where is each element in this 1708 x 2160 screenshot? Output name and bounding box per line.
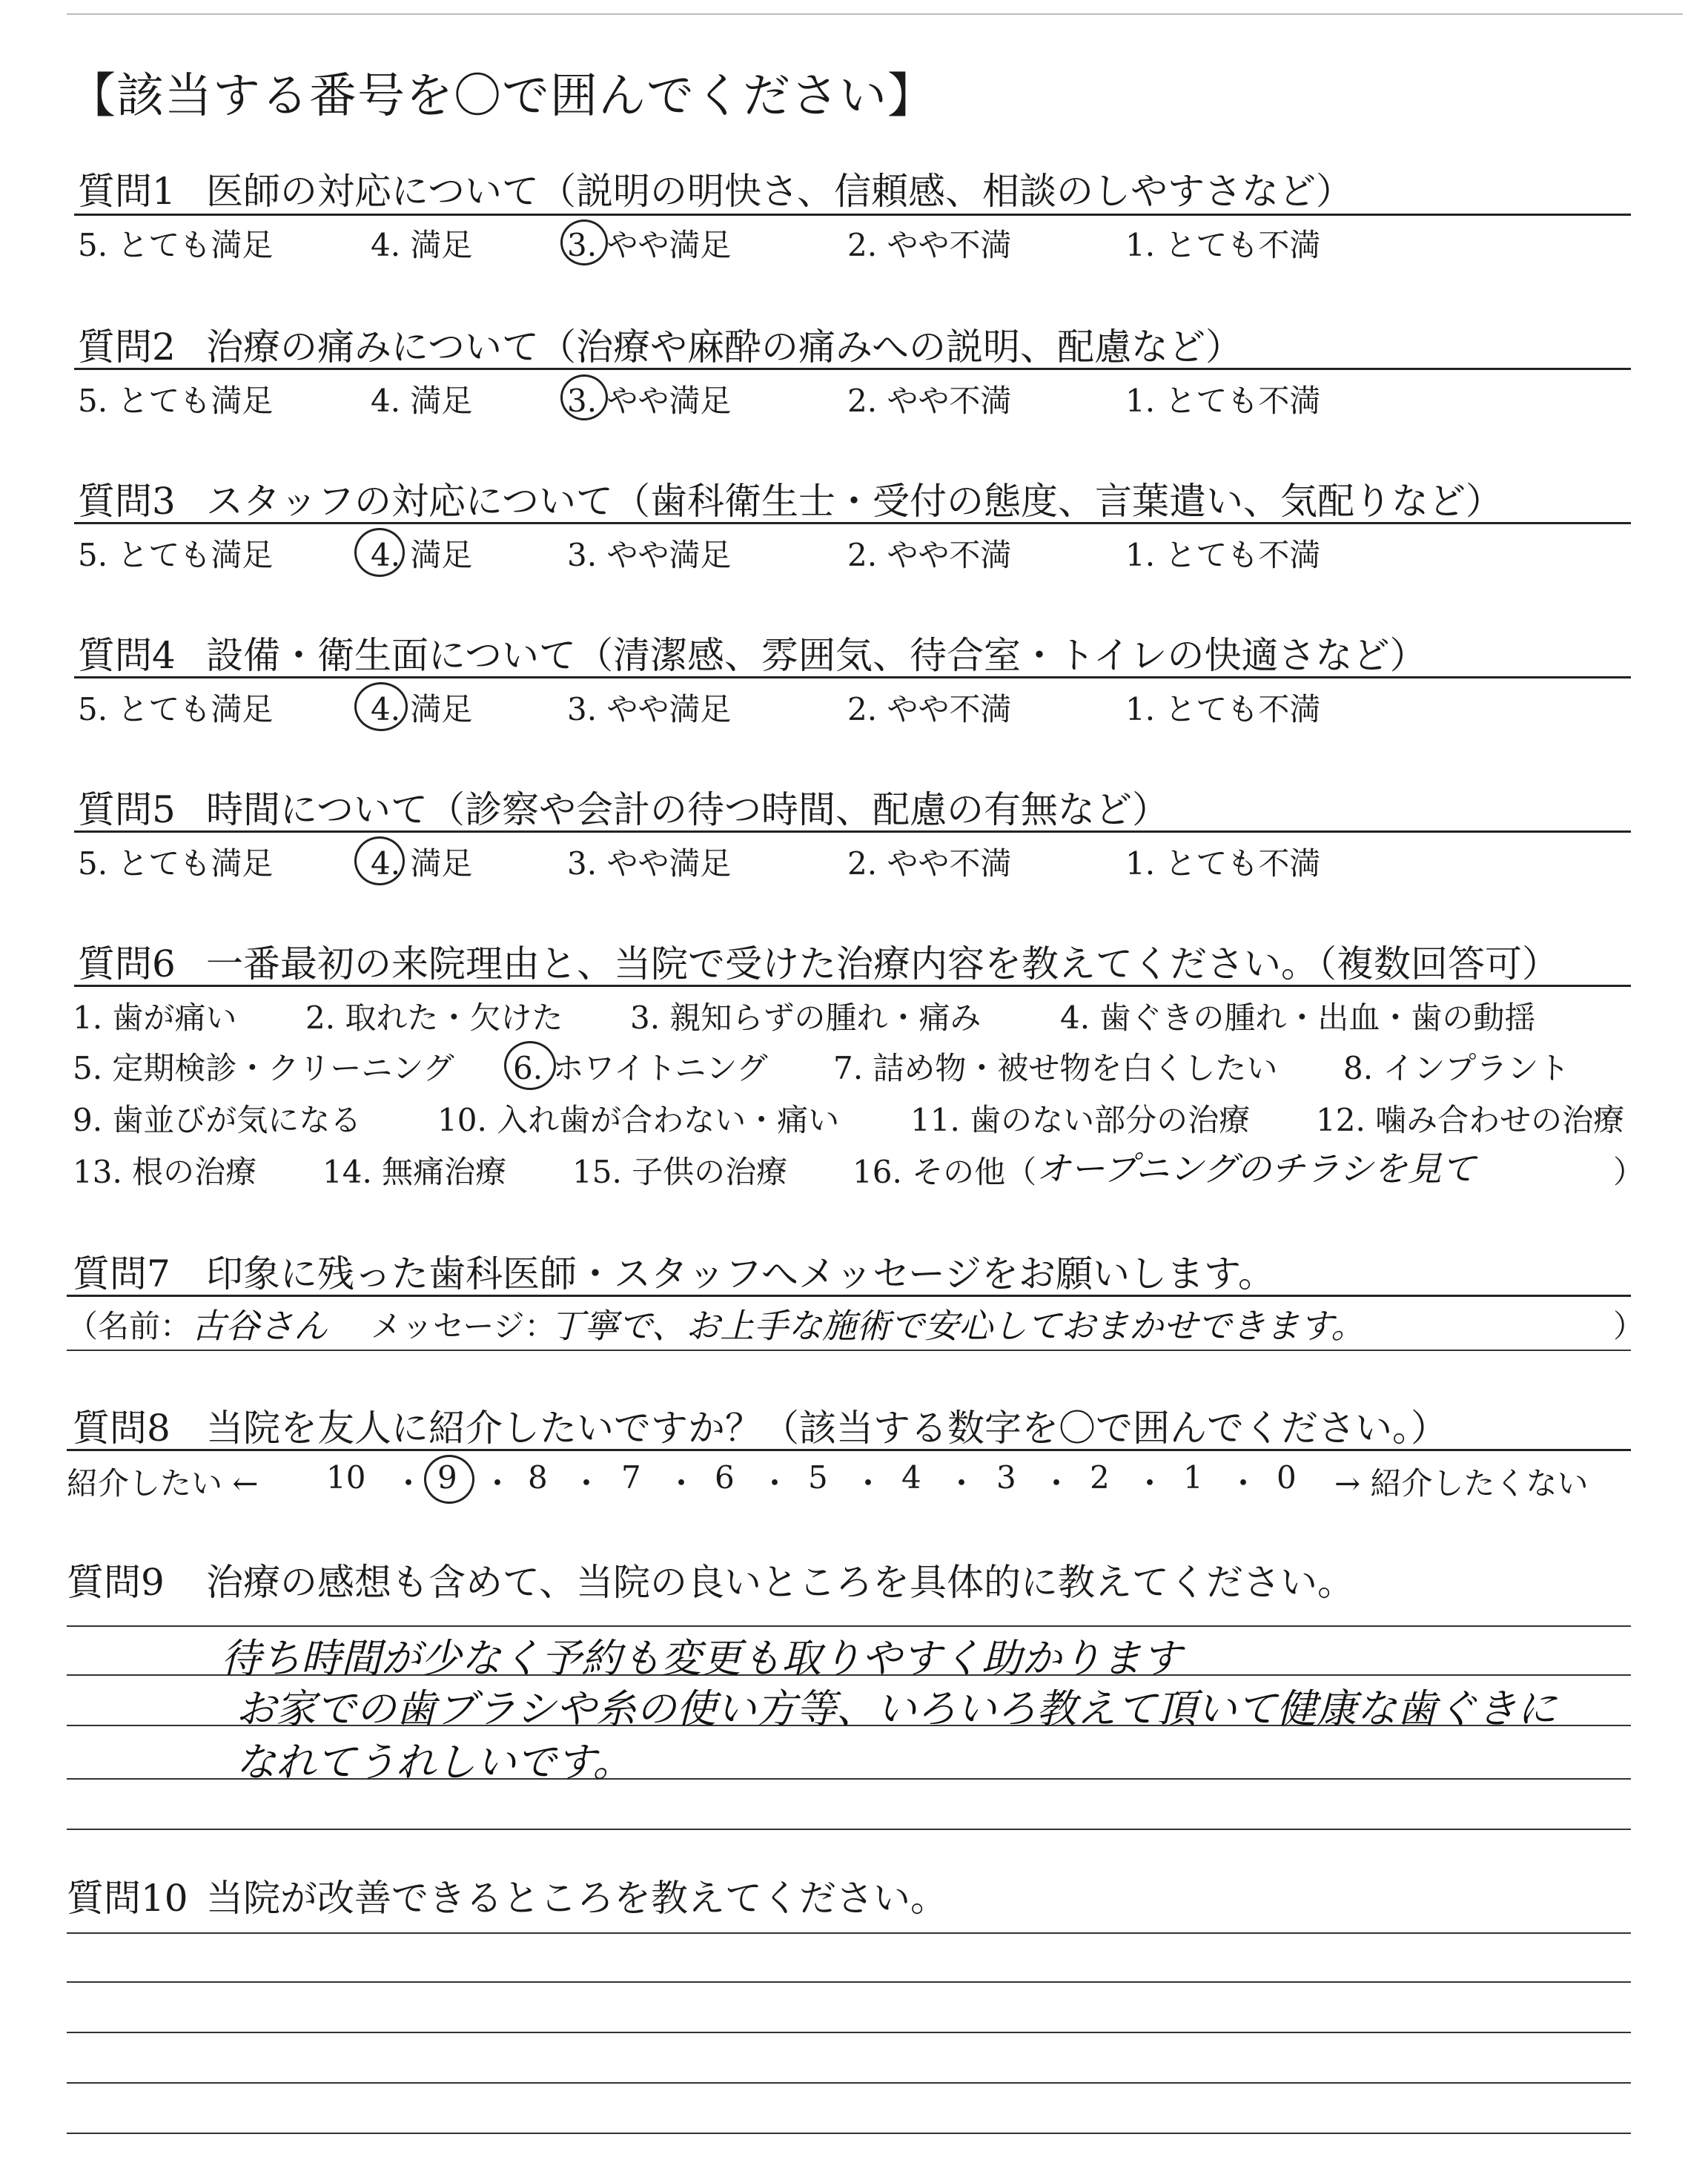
- q6-option-3[interactable]: 3. 親知らずの腫れ・痛み: [630, 1000, 982, 1036]
- q8-scale-2[interactable]: 2: [1090, 1459, 1110, 1496]
- q8-scale-1[interactable]: 1: [1183, 1459, 1203, 1496]
- q2-rule: [74, 368, 1631, 370]
- q3-selected-circle: [354, 528, 405, 577]
- q9-answer-line-1[interactable]: 待ち時間が少なく予約も変更も取りやすく助かります: [221, 1635, 1182, 1682]
- q8-dot: ・: [393, 1465, 425, 1502]
- q6-option-8[interactable]: 8. インプラント: [1343, 1050, 1570, 1086]
- q5-option-1[interactable]: 1. とても不満: [1125, 845, 1321, 882]
- q8-dot: ・: [946, 1465, 978, 1502]
- q4-rule: [74, 676, 1631, 678]
- q5-selected-circle: [354, 836, 405, 885]
- q10-answer-rule: [67, 2082, 1631, 2084]
- q6-selected-circle: [504, 1041, 556, 1090]
- q6-option-1[interactable]: 1. 歯が痛い: [73, 1000, 237, 1036]
- q2-option-4[interactable]: 4. 満足: [371, 383, 473, 419]
- q8-rule: [67, 1449, 1631, 1451]
- q7-message-value[interactable]: 丁寧で、お上手な施術で安心しておまかせできます。: [550, 1306, 1366, 1346]
- q8-scale-10[interactable]: 10: [326, 1459, 366, 1496]
- q4-option-2[interactable]: 2. やや不満: [847, 691, 1012, 727]
- q1-option-3[interactable]: 3. やや満足: [567, 227, 732, 263]
- q2-text: 治療の痛みについて（治療や麻酔の痛みへの説明、配慮など）: [206, 326, 1242, 369]
- q8-scale-9[interactable]: 9: [437, 1459, 457, 1496]
- q1-text: 医師の対応について（説明の明快さ、信頼感、相談のしやすさなど）: [206, 170, 1353, 213]
- q8-scale-7[interactable]: 7: [621, 1459, 641, 1496]
- q5-option-5[interactable]: 5. とても満足: [78, 845, 274, 882]
- q2-selected-circle: [560, 374, 608, 420]
- q8-text: 当院を友人に紹介したいですか？（該当する数字を〇で囲んでください。）: [206, 1407, 1448, 1450]
- q3-option-2[interactable]: 2. やや不満: [847, 537, 1012, 573]
- q6-option-5[interactable]: 5. 定期検診・クリーニング: [73, 1050, 454, 1086]
- q6-option-12[interactable]: 12. 噛み合わせの治療: [1316, 1102, 1625, 1138]
- q3-label: 質問3: [78, 480, 176, 523]
- q6-option-4[interactable]: 4. 歯ぐきの腫れ・出血・歯の動揺: [1060, 1000, 1536, 1036]
- q8-dot: ・: [482, 1465, 514, 1502]
- q6-option-13[interactable]: 13. 根の治療: [73, 1154, 257, 1190]
- q1-option-2[interactable]: 2. やや不満: [847, 227, 1012, 263]
- q4-option-5[interactable]: 5. とても満足: [78, 691, 274, 727]
- q7-rule: [67, 1295, 1631, 1297]
- q6-option-7[interactable]: 7. 詰め物・被せ物を白くしたい: [833, 1050, 1278, 1086]
- q8-dot: ・: [759, 1465, 791, 1502]
- q5-option-4[interactable]: 4. 満足: [371, 845, 473, 882]
- q6-option-16[interactable]: 16. その他（: [853, 1154, 1037, 1190]
- q9-text: 治療の感想も含めて、当院の良いところを具体的に教えてください。: [206, 1561, 1354, 1604]
- q5-rule: [74, 830, 1631, 833]
- q4-option-1[interactable]: 1. とても不満: [1125, 691, 1321, 727]
- q1-rule: [74, 214, 1631, 216]
- q3-rule: [74, 522, 1631, 524]
- q8-dot: ・: [666, 1465, 698, 1502]
- q9-answer-rule: [67, 1829, 1631, 1830]
- q8-scale-3[interactable]: 3: [996, 1459, 1016, 1496]
- q3-option-4[interactable]: 4. 満足: [371, 537, 473, 573]
- q1-option-5[interactable]: 5. とても満足: [78, 227, 274, 263]
- q8-dot: ・: [1228, 1465, 1260, 1502]
- q1-option-1[interactable]: 1. とても不満: [1125, 227, 1321, 263]
- top-border: [67, 13, 1683, 15]
- q6-option-10[interactable]: 10. 入れ歯が合わない・痛い: [437, 1102, 840, 1138]
- q4-selected-circle: [354, 682, 408, 731]
- q8-right-label: → 紹介したくない: [1334, 1465, 1589, 1502]
- q8-scale-0[interactable]: 0: [1277, 1459, 1297, 1496]
- q5-label: 質問5: [78, 788, 176, 831]
- q4-text: 設備・衛生面について（清潔感、雰囲気、待合室・トイレの快適さなど）: [206, 634, 1427, 677]
- q2-option-1[interactable]: 1. とても不満: [1125, 383, 1321, 419]
- q7-message-label: メッセージ：: [371, 1308, 556, 1344]
- q10-text: 当院が改善できるところを教えてください。: [206, 1877, 947, 1920]
- q6-option-6[interactable]: 6. ホワイトニング: [513, 1050, 768, 1086]
- q10-answer-rule: [67, 2032, 1631, 2033]
- q3-option-5[interactable]: 5. とても満足: [78, 537, 274, 573]
- q6-option-15[interactable]: 15. 子供の治療: [572, 1154, 788, 1190]
- q8-dot: ・: [853, 1465, 884, 1502]
- q7-label: 質問7: [73, 1252, 171, 1295]
- q8-scale-4[interactable]: 4: [901, 1459, 921, 1496]
- q7-name-value[interactable]: 古谷さん: [191, 1306, 328, 1346]
- q4-option-3[interactable]: 3. やや満足: [567, 691, 732, 727]
- q4-option-4[interactable]: 4. 満足: [371, 691, 473, 727]
- q6-option-9[interactable]: 9. 歯並びが気になる: [73, 1102, 362, 1138]
- q6-other-close: ）: [1613, 1154, 1645, 1190]
- q8-label: 質問8: [73, 1407, 171, 1450]
- q8-scale-6[interactable]: 6: [715, 1459, 735, 1496]
- q5-option-3[interactable]: 3. やや満足: [567, 845, 732, 882]
- q7-close: ）: [1613, 1308, 1645, 1344]
- q7-text: 印象に残った歯科医師・スタッフへメッセージをお願いします。: [206, 1252, 1275, 1295]
- q6-option-2[interactable]: 2. 取れた・欠けた: [305, 1000, 563, 1036]
- q1-label: 質問1: [78, 170, 176, 213]
- q8-scale-5[interactable]: 5: [808, 1459, 828, 1496]
- q6-option-11[interactable]: 11. 歯のない部分の治療: [910, 1102, 1251, 1138]
- q6-label: 質問6: [78, 942, 176, 985]
- q8-dot: ・: [571, 1465, 603, 1502]
- page-title: 【該当する番号を〇で囲んでください】: [68, 69, 936, 124]
- q10-answer-rule: [67, 1932, 1631, 1934]
- q10-answer-rule: [67, 2133, 1631, 2134]
- q2-option-3[interactable]: 3. やや満足: [567, 383, 732, 419]
- q8-left-label: 紹介したい ←: [67, 1465, 259, 1502]
- q6-text: 一番最初の来院理由と、当院で受けた治療内容を教えてください。（複数回答可）: [206, 942, 1559, 985]
- q10-label: 質問10: [67, 1877, 188, 1920]
- q9-label: 質問9: [67, 1561, 165, 1604]
- q3-option-1[interactable]: 1. とても不満: [1125, 537, 1321, 573]
- q2-option-2[interactable]: 2. やや不満: [847, 383, 1012, 419]
- q10-answer-rule: [67, 1981, 1631, 1983]
- q6-other-answer[interactable]: オープニングのチラシを見て: [1036, 1149, 1476, 1189]
- q8-dot: ・: [1134, 1465, 1166, 1502]
- q8-dot: ・: [1041, 1465, 1073, 1502]
- q6-option-14[interactable]: 14. 無痛治療: [322, 1154, 507, 1190]
- q9-answer-line-2[interactable]: お家での歯ブラシや糸の使い方等、いろいろ教えて頂いて健康な歯ぐきに: [236, 1685, 1557, 1732]
- q6-rule: [74, 985, 1631, 987]
- q4-label: 質問4: [78, 634, 176, 677]
- q2-label: 質問2: [78, 326, 176, 369]
- q7-name-label: （名前：: [67, 1308, 192, 1344]
- q3-text: スタッフの対応について（歯科衛生士・受付の態度、言葉遣い、気配りなど）: [206, 480, 1503, 523]
- q9-answer-line-3[interactable]: なれてうれしいです。: [236, 1739, 633, 1786]
- q8-scale-8[interactable]: 8: [528, 1459, 548, 1496]
- q8-selected-circle: [424, 1455, 474, 1504]
- q2-option-5[interactable]: 5. とても満足: [78, 383, 274, 419]
- q1-selected-circle: [560, 219, 608, 265]
- q5-text: 時間について（診察や会計の待つ時間、配慮の有無など）: [206, 788, 1169, 831]
- q5-option-2[interactable]: 2. やや不満: [847, 845, 1012, 882]
- q1-option-4[interactable]: 4. 満足: [371, 227, 473, 263]
- q3-option-3[interactable]: 3. やや満足: [567, 537, 732, 573]
- q7-answer-rule: [67, 1350, 1631, 1351]
